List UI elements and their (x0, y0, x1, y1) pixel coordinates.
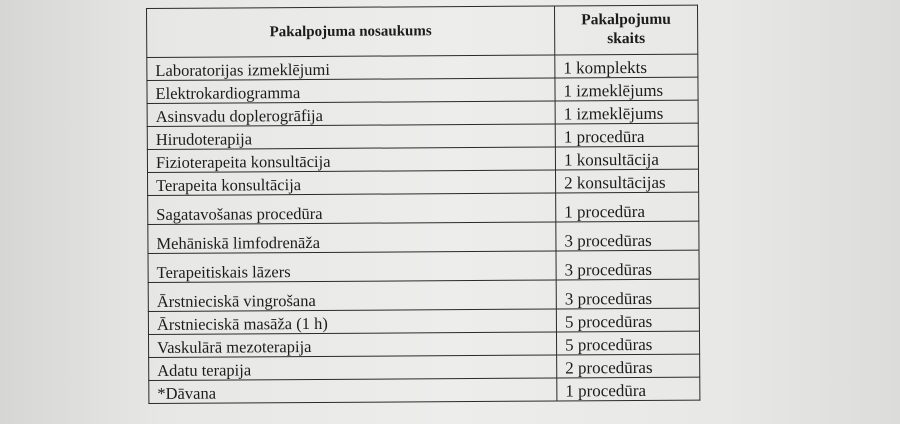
service-name-cell: Laboratorijas izmeklējumi (147, 55, 555, 80)
table-row (148, 279, 699, 311)
header-count-line2: skaits (607, 29, 646, 48)
service-name-cell: Sagatavošanas procedūra (148, 193, 556, 224)
table-row (148, 169, 699, 195)
table-row (148, 250, 699, 282)
table-row (149, 377, 700, 403)
header-service-count (554, 5, 697, 55)
table-row (147, 100, 698, 126)
table-header-row (147, 5, 698, 57)
service-count-cell: 1 komplekts (555, 54, 698, 78)
service-name-cell: Fizioterapeita konsultācija (147, 147, 555, 172)
table-row (147, 123, 698, 149)
table-row (149, 354, 700, 380)
service-name-cell: Mehāniskā limfodrenāža (148, 222, 556, 253)
table-row (148, 221, 699, 253)
services-table (146, 5, 700, 404)
service-count-cell: 1 izmeklējums (555, 100, 698, 124)
table-row (148, 308, 699, 334)
service-name-cell: Ārstnieciskā masāža (1 h) (148, 309, 556, 334)
header-count-line1: Pakalpojumu (581, 11, 671, 29)
service-count-cell: 1 konsultācija (555, 146, 698, 170)
service-count-cell: 1 procedūra (556, 192, 699, 222)
service-count-cell: 3 procedūras (556, 221, 699, 251)
table-row (148, 331, 699, 357)
service-name-cell: *Dāvana (149, 378, 557, 403)
service-count-cell: 2 konsultācijas (555, 169, 698, 193)
service-count-cell: 3 procedūras (556, 279, 699, 309)
table-row (147, 54, 698, 80)
service-count-cell: 2 procedūras (557, 354, 700, 378)
table-row (147, 77, 698, 103)
service-name-cell: Asinsvadu doplerogrāfija (147, 101, 555, 126)
service-count-cell: 5 procedūras (556, 308, 699, 332)
header-service-name: Pakalpojuma nosaukums (147, 6, 555, 57)
service-name-cell: Adatu terapija (149, 355, 557, 380)
service-name-cell: Ārstnieciskā vingrošana (148, 280, 556, 311)
service-count-cell: 1 procedūra (555, 123, 698, 147)
table-row (147, 146, 698, 172)
service-name-cell: Terapeita konsultācija (148, 170, 556, 195)
table-row (148, 192, 699, 224)
service-count-cell: 5 procedūras (556, 331, 699, 355)
service-name-cell: Hirudoterapija (147, 124, 555, 149)
service-name-cell: Vaskulārā mezoterapija (148, 332, 556, 357)
service-count-cell: 3 procedūras (556, 250, 699, 280)
service-count-cell: 1 procedūra (557, 377, 700, 401)
service-count-cell: 1 izmeklējums (555, 77, 698, 101)
service-name-cell: Terapeitiskais lāzers (148, 251, 556, 282)
service-name-cell: Elektrokardiogramma (147, 78, 555, 103)
